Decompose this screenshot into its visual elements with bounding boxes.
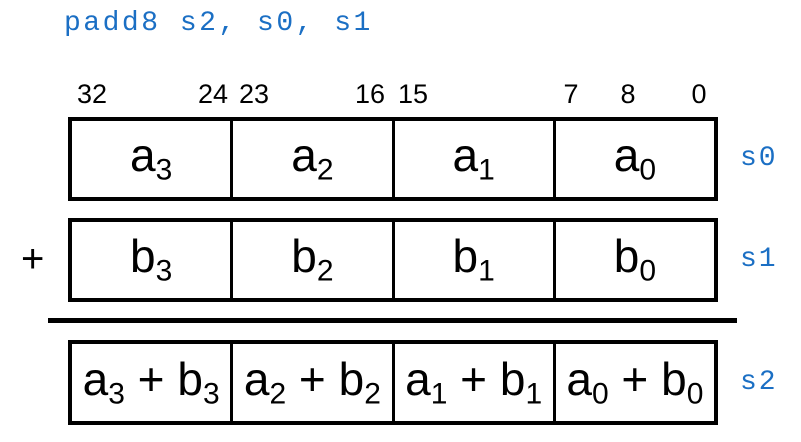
register-cell [553,222,714,298]
register-box-s1 [68,218,718,302]
register-cell [72,121,230,197]
bit-label: 15 [397,79,429,109]
subscript: 0 [686,377,704,411]
plus-operator: + [21,237,45,281]
bit-label: 23 [238,79,270,109]
register-cell [230,222,391,298]
register-box-s2 [68,340,718,425]
register-cell-text: $a_1 + b_1$ [405,352,543,411]
subscript: 1 [478,153,495,187]
register-cell [553,121,714,197]
register-cell-text: $b_1$ [452,230,495,288]
register-cell-text: $a_0 + b_0$ [566,352,704,411]
subscript: 1 [478,254,495,288]
register-cell-text: $a_3 + b_3$ [82,352,220,411]
register-cell [392,344,553,421]
subscript: 3 [108,377,125,411]
register-cell-text: $b_2$ [291,230,334,288]
register-label-s0: s0 [740,143,778,174]
subscript: 3 [155,153,173,187]
register-cell-text: $a_2$ [291,129,334,187]
bit-label: 0 [691,79,707,109]
subscript: 0 [591,377,609,411]
sum-rule-line [48,318,737,323]
register-cell-text: $b_3$ [129,230,173,288]
register-label-s2: s2 [740,367,778,398]
bit-label: 32 [76,79,108,109]
register-cell [553,344,714,421]
register-cell-text: $b_0$ [613,230,657,288]
subscript: 1 [525,377,543,411]
register-cell [230,344,391,421]
subscript: 2 [316,153,334,187]
subscript: 2 [316,254,334,288]
bit-label: 16 [354,79,386,109]
register-cell-text: $a_0$ [613,129,657,187]
register-cell-text: $a_3$ [129,129,173,187]
subscript: 0 [639,254,657,288]
bit-label: 8 [620,79,636,109]
bit-label: 24 [197,79,229,109]
register-label-s1: s1 [740,244,778,275]
bit-label: 7 [563,79,579,109]
subscript: 1 [430,377,448,411]
subscript: 2 [269,377,287,411]
register-cell [230,121,391,197]
subscript: 3 [155,254,173,288]
subscript: 3 [202,377,220,411]
register-cell [72,344,230,421]
instruction-text: padd8 s2, s0, s1 [64,8,373,39]
register-cell [392,222,553,298]
register-cell [72,222,230,298]
register-cell [392,121,553,197]
subscript: 0 [639,153,657,187]
subscript: 2 [364,377,381,411]
register-box-s0 [68,117,718,201]
register-cell-text: $a_1$ [452,129,495,187]
register-cell-text: $a_2 + b_2$ [243,352,381,411]
